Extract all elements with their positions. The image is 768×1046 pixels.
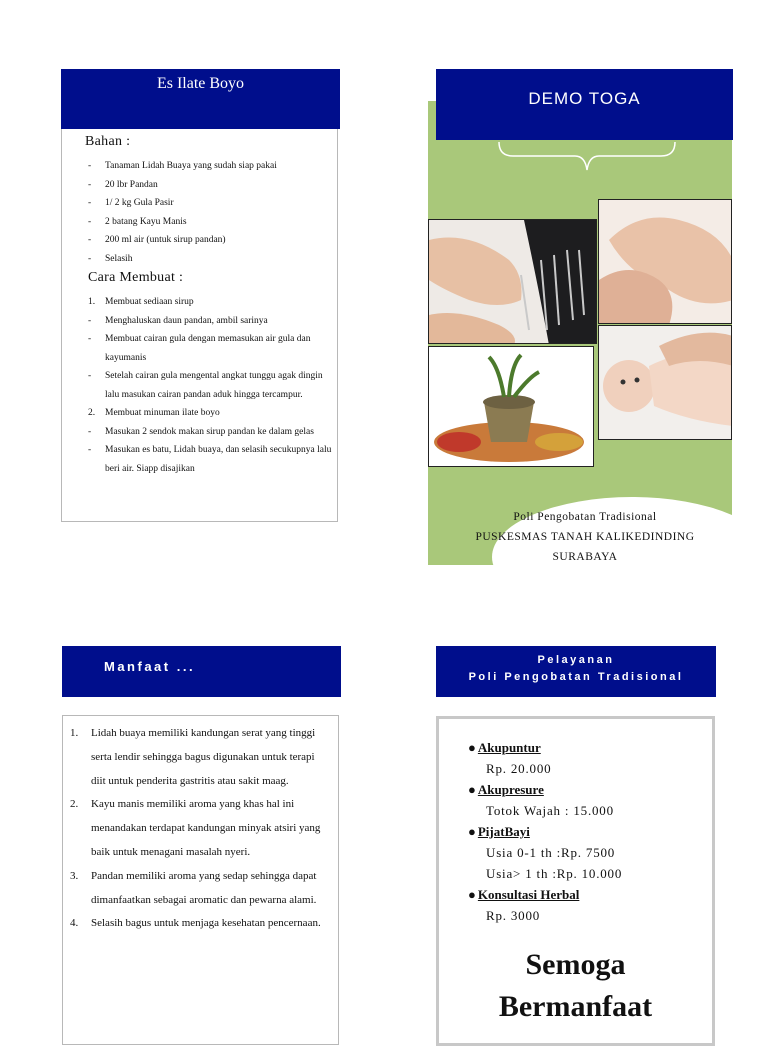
bullet-icon: ● [468, 887, 476, 902]
service-item [468, 779, 708, 821]
acupuncture-photo [428, 219, 597, 344]
bullet-icon: ● [468, 824, 476, 839]
ingredient-text: 200 ml air (untuk sirup pandan) [105, 235, 226, 245]
manfaat-item [70, 865, 332, 913]
method-step [88, 293, 333, 312]
method-step [88, 312, 333, 331]
manfaat-number: 4. [70, 917, 79, 930]
service-name: Akupuntur [477, 740, 541, 755]
method-marker: - [88, 371, 92, 381]
pelayanan-title: Pelayanan [537, 654, 615, 666]
services-list [468, 737, 708, 926]
cover-caption [445, 507, 725, 567]
bullet-icon: ● [468, 740, 476, 755]
method-text: Masukan 2 sendok makan sirup pandan ke dalam gelas [105, 426, 314, 437]
ingredient-text: 1/ 2 kg Gula Pasir [105, 198, 174, 208]
ingredient-item [88, 176, 333, 195]
method-marker: - [88, 445, 92, 455]
method-text: Membuat minuman ilate boyo [105, 408, 220, 418]
brace-ornament [497, 140, 677, 174]
service-name-row [468, 884, 708, 905]
hand-massage-photo [598, 199, 732, 324]
pelayanan-banner [436, 646, 716, 697]
cover-title-banner [436, 69, 733, 140]
ingredient-marker: - [88, 198, 92, 208]
method-step [88, 330, 333, 367]
method-marker: 1. [88, 297, 96, 307]
ingredient-text: Tanaman Lidah Buaya yang sudah siap pakai [105, 161, 277, 171]
ingredient-marker: - [88, 161, 92, 171]
method-marker: - [88, 334, 92, 344]
recipe-title-banner [61, 69, 340, 129]
service-name: PijatBayi [477, 824, 530, 839]
manfaat-text: Lidah buaya memiliki kandungan serat yang tinggi serta lendir sehingga bagus digunakan untuk terapi diit untuk penderita gastritis atau sakit maag. [91, 727, 316, 787]
cover-line-city: SURABAYA [552, 551, 618, 563]
service-name-row [468, 737, 708, 758]
pelayanan-subtitle: Poli Pengobatan Tradisional [468, 671, 684, 683]
method-marker: - [88, 426, 92, 437]
recipe-title: Es Ilate Boyo [156, 75, 245, 92]
ingredient-marker: - [88, 216, 92, 227]
service-item [468, 737, 708, 779]
ingredient-text: 20 lbr Pandan [105, 179, 158, 190]
ingredient-text: Selasih [105, 253, 133, 264]
cover-line-puskesmas: PUSKESMAS TANAH KALIKEDINDING [475, 531, 695, 543]
ingredients-heading: Bahan : [85, 134, 131, 149]
method-text: Menghaluskan daun pandan, ambil sarinya [105, 315, 268, 326]
ingredient-marker: - [88, 235, 92, 245]
service-name-row [468, 779, 708, 800]
method-list [88, 293, 333, 478]
method-heading: Cara Membuat : [88, 270, 184, 285]
ingredient-marker: - [88, 179, 92, 190]
service-price: Rp. 3000 [486, 908, 541, 923]
method-text: Setelah cairan gula mengental angkat tunggu agak dingin lalu masukan cairan pandan aduk hingga tercampur. [105, 371, 323, 400]
manfaat-list [70, 722, 332, 936]
ingredient-item [88, 231, 333, 250]
ingredients-list [88, 157, 333, 268]
service-price: Totok Wajah : 15.000 [486, 803, 614, 818]
manfaat-item [70, 722, 332, 793]
manfaat-item [70, 912, 332, 936]
manfaat-number: 3. [70, 869, 79, 882]
herbs-photo [428, 346, 594, 467]
closing-line-2: Bermanfaat [498, 990, 653, 1023]
bullet-icon: ● [468, 782, 476, 797]
ingredient-item [88, 250, 333, 269]
manfaat-number: 1. [70, 727, 79, 739]
method-text: Membuat cairan gula dengan memasukan air gula dan kayumanis [105, 334, 311, 363]
service-item [468, 884, 708, 926]
method-step [88, 404, 333, 423]
ingredient-item [88, 157, 333, 176]
service-name-row [468, 821, 708, 842]
service-name: Konsultasi Herbal [477, 887, 580, 902]
ingredient-marker: - [88, 253, 92, 264]
service-price: Usia> 1 th :Rp. 10.000 [486, 866, 623, 881]
ingredient-text: 2 batang Kayu Manis [105, 216, 187, 227]
method-text: Masukan es batu, Lidah buaya, dan selasih secukupnya lalu beri air. Siapp disajikan [105, 445, 332, 474]
service-item [468, 821, 708, 884]
baby-massage-photo [598, 325, 732, 440]
service-price: Usia 0-1 th :Rp. 7500 [486, 845, 616, 860]
cover-line-poli: Poli Pengobatan Tradisional [513, 511, 657, 523]
closing-message [436, 944, 715, 1028]
method-text: Membuat sediaan sirup [105, 297, 194, 307]
cover-title: DEMO TOGA [528, 89, 641, 108]
method-step [88, 441, 333, 478]
manfaat-title: Manfaat ... [104, 659, 196, 674]
ingredient-item [88, 194, 333, 213]
closing-line-1: Semoga [525, 948, 626, 981]
service-price: Rp. 20.000 [486, 761, 552, 776]
method-marker: 2. [88, 408, 96, 418]
manfaat-text: Pandan memiliki aroma yang sedap sehingga dapat dimanfaatkan sebagai aromatic dan pewarna alami. [91, 869, 317, 906]
method-step [88, 367, 333, 404]
manfaat-text: Kayu manis memiliki aroma yang khas hal ini menandakan terdapat kandungan minyak atsiri yang baik untuk menagani masalah nyeri. [91, 798, 321, 858]
ingredient-item [88, 213, 333, 232]
manfaat-banner [62, 646, 341, 697]
manfaat-text: Selasih bagus untuk menjaga kesehatan pencernaan. [91, 917, 321, 930]
manfaat-item [70, 793, 332, 864]
manfaat-number: 2. [70, 798, 79, 811]
method-marker: - [88, 315, 92, 326]
method-step [88, 423, 333, 442]
service-name: Akupresure [477, 782, 544, 797]
